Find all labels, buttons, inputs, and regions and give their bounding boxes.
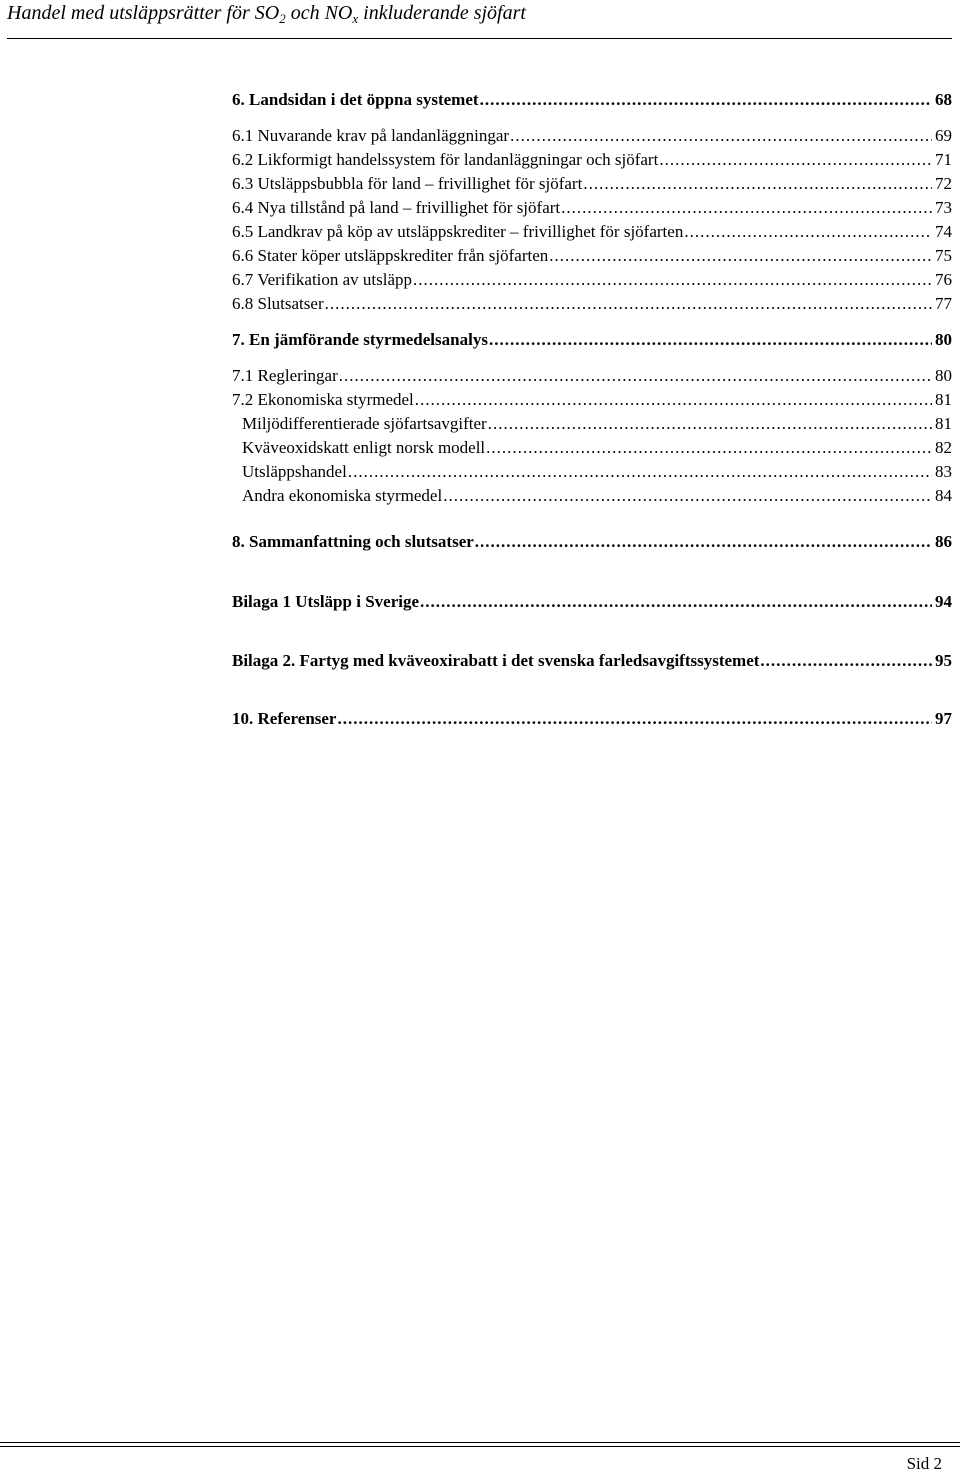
toc-dot-leader xyxy=(583,173,932,195)
toc-dot-leader xyxy=(489,329,932,351)
toc-entry-page: 97 xyxy=(935,709,952,728)
toc-entry[interactable] xyxy=(232,293,952,315)
toc-entry-page: 76 xyxy=(935,270,952,289)
toc-entry-page: 74 xyxy=(935,222,952,241)
toc-dot-leader xyxy=(339,365,932,387)
toc-entry[interactable] xyxy=(232,329,952,351)
toc-entry[interactable] xyxy=(232,149,952,171)
toc-entry-title: 6.8 Slutsatser xyxy=(232,294,324,313)
toc-entry-title: 8. Sammanfattning och slutsatser xyxy=(232,532,474,551)
toc-dot-leader xyxy=(480,89,932,111)
toc-entry[interactable] xyxy=(232,173,952,195)
header-title-part: inkluderande sjöfart xyxy=(358,2,526,24)
toc-entry-title: Utsläppshandel xyxy=(242,462,347,481)
toc-dot-leader xyxy=(413,269,932,291)
toc-entry-page: 83 xyxy=(935,462,952,481)
toc-entry-title: 7.2 Ekonomiska styrmedel xyxy=(232,390,414,409)
toc-entry-page: 71 xyxy=(935,150,952,169)
header-title-part: Handel med utsläppsrätter för SO xyxy=(7,2,280,24)
toc-entry[interactable] xyxy=(232,89,952,111)
toc-entry-page: 77 xyxy=(935,294,952,313)
toc-entry-title: 6.2 Likformigt handelssystem för landanläggningar och sjöfart xyxy=(232,150,659,169)
toc-entry-page: 84 xyxy=(935,486,952,505)
toc-entry-title: Andra ekonomiska styrmedel xyxy=(242,486,443,505)
toc-entry[interactable] xyxy=(232,269,952,291)
toc-entry-page: 69 xyxy=(935,126,952,145)
toc-entry[interactable] xyxy=(232,245,952,267)
toc-entry-page: 68 xyxy=(935,90,952,109)
toc-entry[interactable] xyxy=(232,485,952,507)
toc-dot-leader xyxy=(760,650,932,672)
toc-entry[interactable] xyxy=(232,531,952,553)
toc-entry[interactable] xyxy=(232,461,952,483)
toc-entry[interactable] xyxy=(232,389,952,411)
toc-entry[interactable] xyxy=(232,650,952,672)
toc-dot-leader xyxy=(325,293,932,315)
toc-entry-title: 6.5 Landkrav på köp av utsläppskrediter – frivillighet för sjöfarten xyxy=(232,222,684,241)
toc-entry-page: 80 xyxy=(935,366,952,385)
toc-dot-leader xyxy=(348,461,932,483)
toc-entry[interactable] xyxy=(232,197,952,219)
toc-dot-leader xyxy=(475,531,932,553)
toc-entry-page: 94 xyxy=(935,592,952,611)
toc-entry-page: 80 xyxy=(935,330,952,349)
toc-entry[interactable] xyxy=(232,221,952,243)
toc-entry[interactable] xyxy=(232,365,952,387)
toc-dot-leader xyxy=(549,245,932,267)
toc-dot-leader xyxy=(561,197,932,219)
toc-dot-leader xyxy=(684,221,932,243)
toc-entry-title: 6.4 Nya tillstånd på land – frivillighet för sjöfart xyxy=(232,198,561,217)
toc-dot-leader xyxy=(486,437,932,459)
toc-dot-leader xyxy=(337,708,932,730)
toc-entry-title: Bilaga 2. Fartyg med kväveoxirabatt i det svenska farledsavgiftssystemet xyxy=(232,651,760,670)
toc-entry-title: Miljödifferentierade sjöfartsavgifter xyxy=(242,414,487,433)
page-header xyxy=(7,0,952,39)
header-title-part: och NO xyxy=(285,2,353,24)
toc-entry-title: 7. En jämförande styrmedelsanalys xyxy=(232,330,488,349)
toc-entry-title: 6.3 Utsläppsbubbla för land – frivillighet för sjöfart xyxy=(232,174,583,193)
toc-entry[interactable] xyxy=(232,413,952,435)
footer-divider xyxy=(0,1442,960,1447)
toc-dot-leader xyxy=(420,591,932,613)
toc-entry-page: 73 xyxy=(935,198,952,217)
header-subscript: 2 xyxy=(279,11,286,26)
toc-dot-leader xyxy=(488,413,932,435)
toc-entry-page: 75 xyxy=(935,246,952,265)
toc-entry[interactable] xyxy=(232,437,952,459)
toc-entry-page: 86 xyxy=(935,532,952,551)
toc-entry-title: 7.1 Regleringar xyxy=(232,366,338,385)
toc-dot-leader xyxy=(415,389,932,411)
toc-entry[interactable] xyxy=(232,708,952,730)
toc-entry-page: 81 xyxy=(935,390,952,409)
toc-entry-page: 81 xyxy=(935,414,952,433)
toc-entry[interactable] xyxy=(232,125,952,147)
toc-entry-title: 6.6 Stater köper utsläppskrediter från sjöfarten xyxy=(232,246,549,265)
toc-entry-title: 6.1 Nuvarande krav på landanläggningar xyxy=(232,126,510,145)
toc-dot-leader xyxy=(443,485,932,507)
toc-dot-leader xyxy=(659,149,932,171)
toc-entry-title: 6. Landsidan i det öppna systemet xyxy=(232,90,479,109)
toc-entry-page: 95 xyxy=(935,651,952,670)
toc-entry-title: Bilaga 1 Utsläpp i Sverige xyxy=(232,592,420,611)
footer-page-number: Sid 2 xyxy=(906,1454,942,1473)
header-title xyxy=(7,1,526,25)
toc-entry-title: 10. Referenser xyxy=(232,709,337,728)
toc-entry-title: 6.7 Verifikation av utsläpp xyxy=(232,270,413,289)
toc-entry-page: 82 xyxy=(935,438,952,457)
toc-entry-title: Kväveoxidskatt enligt norsk modell xyxy=(242,438,486,457)
toc-entry[interactable] xyxy=(232,591,952,613)
toc-entry-page: 72 xyxy=(935,174,952,193)
toc-dot-leader xyxy=(510,125,932,147)
header-subscript: x xyxy=(352,11,359,26)
